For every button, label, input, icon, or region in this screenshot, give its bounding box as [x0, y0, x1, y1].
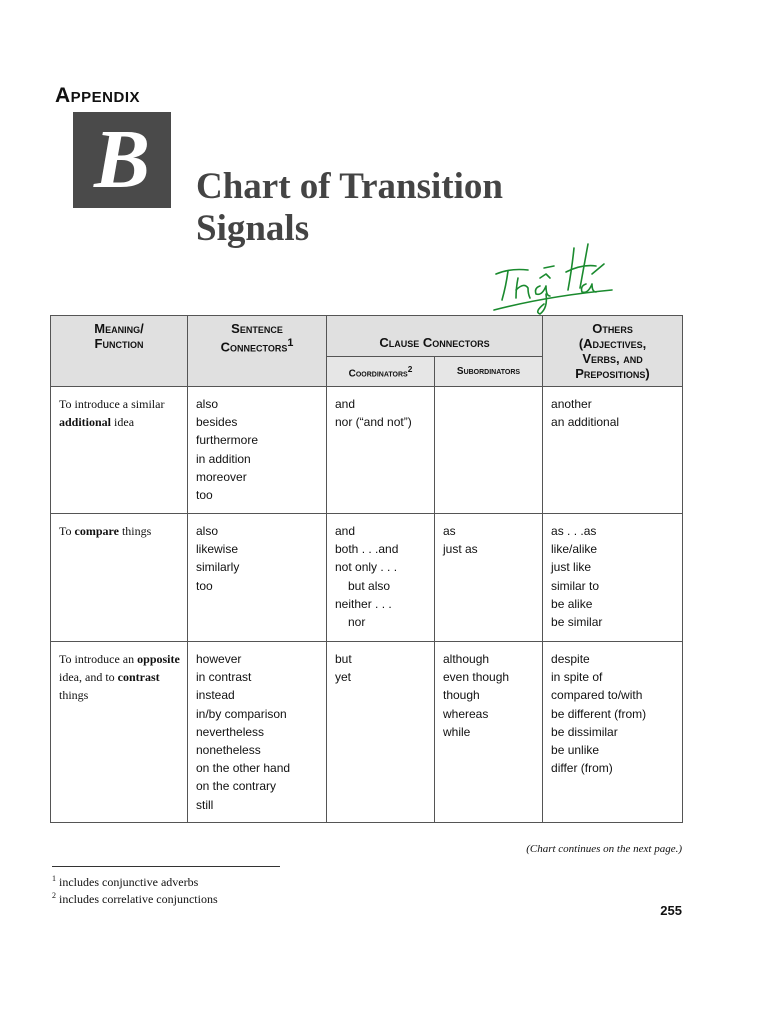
- list-item: be unlike: [551, 743, 600, 758]
- list-item: be dissimilar: [551, 724, 618, 739]
- list-item: differ (from): [551, 761, 613, 776]
- list-item: and: [335, 397, 356, 411]
- page-title-line2: Signals: [196, 208, 310, 249]
- list-item: though: [443, 688, 480, 703]
- others-cell: [543, 642, 683, 823]
- list-item: not only . . .: [335, 560, 398, 575]
- appendix-letter: B: [93, 113, 151, 206]
- meaning-text: idea, and to: [59, 670, 115, 685]
- list-item: just like: [551, 560, 592, 575]
- header-meaning-line2: Function: [94, 336, 144, 351]
- subordinators-list: [443, 522, 536, 558]
- coordinators-list: [335, 395, 428, 431]
- list-item: both . . .and: [335, 542, 399, 557]
- footnote-2: [52, 889, 218, 906]
- header-coordinators-label: Coordinators: [348, 368, 408, 380]
- header-subordinators-label: Subordinators: [456, 366, 521, 378]
- list-item: whereas: [443, 706, 489, 721]
- transition-signals-table: [50, 315, 683, 823]
- footnote-ref-1: 1: [287, 337, 294, 349]
- header-others: [543, 316, 683, 387]
- page-number: 255: [660, 903, 682, 918]
- others-list: [551, 522, 676, 631]
- table-row: [51, 642, 683, 823]
- list-item: too: [196, 488, 213, 503]
- list-item: another: [551, 397, 592, 411]
- others-list: [551, 395, 676, 431]
- list-item: instead: [196, 688, 235, 703]
- others-list: [551, 650, 676, 777]
- appendix-label: Appendix: [55, 84, 141, 107]
- list-item: even though: [443, 670, 510, 685]
- list-item: in spite of: [551, 670, 603, 685]
- list-item: be different (from): [551, 706, 647, 721]
- meaning-keyword: compare: [74, 524, 119, 538]
- list-item: nevertheless: [196, 724, 265, 739]
- list-item: still: [196, 797, 214, 812]
- list-item: besides: [196, 415, 238, 430]
- list-item: yet: [335, 670, 352, 685]
- handwritten-signature: [488, 238, 618, 318]
- list-item: nonetheless: [196, 743, 261, 758]
- others-cell: [543, 514, 683, 642]
- list-item: just as: [443, 542, 478, 557]
- coordinators-cell: [327, 642, 435, 823]
- list-item: in addition: [196, 451, 251, 466]
- list-item: however: [196, 652, 242, 666]
- coordinators-cell: [327, 514, 435, 642]
- list-item: and: [335, 524, 356, 538]
- meaning-cell: [51, 642, 188, 823]
- footnote-1: [52, 872, 218, 889]
- footnote-text: includes correlative conjunctions: [59, 892, 218, 906]
- header-others-line1: Others: [592, 321, 633, 336]
- list-item: in/by comparison: [196, 706, 287, 721]
- meaning-text: To introduce an: [59, 652, 135, 666]
- list-item: similar to: [551, 578, 600, 593]
- list-item: compared to/with: [551, 688, 643, 703]
- list-item: while: [443, 724, 471, 739]
- list-item: on the contrary: [196, 779, 277, 794]
- list-item: be alike: [551, 596, 593, 611]
- list-item: too: [196, 578, 213, 593]
- list-item: be similar: [551, 615, 603, 630]
- header-sentence-connectors: [188, 316, 327, 387]
- chart-continues-note: (Chart continues on the next page.): [526, 843, 682, 855]
- header-coordinators: [327, 357, 435, 387]
- header-clause-label: Clause Connectors: [379, 335, 490, 351]
- header-sentence-line2-wrap: [192, 336, 322, 354]
- list-item: although: [443, 652, 490, 666]
- sentence-connectors-list: [196, 522, 320, 595]
- list-item: in contrast: [196, 670, 252, 685]
- list-item: but also: [348, 578, 391, 593]
- list-item: also: [196, 397, 219, 411]
- appendix-letter-box: [73, 112, 171, 208]
- subordinators-cell: [435, 642, 543, 823]
- header-others-line4: Prepositions): [575, 366, 650, 381]
- meaning-text: To: [59, 524, 72, 538]
- meaning-text: To introduce a similar: [59, 397, 165, 411]
- meaning-text: things: [59, 688, 89, 703]
- footnote-ref-2: 2: [407, 363, 413, 374]
- sentence-connectors-cell: [188, 514, 327, 642]
- list-item: nor (“and not”): [335, 415, 412, 430]
- table-row: [51, 514, 683, 642]
- list-item: as . . .as: [551, 524, 597, 538]
- header-others-line2: (Adjectives,: [578, 336, 647, 351]
- header-meaning-line1: Meaning/: [94, 321, 144, 336]
- header-subordinators: [435, 357, 543, 387]
- coordinators-cell: [327, 387, 435, 514]
- header-meaning: [51, 316, 188, 387]
- list-item: also: [196, 524, 219, 538]
- sentence-connectors-list: [196, 650, 320, 814]
- subordinators-cell: [435, 514, 543, 642]
- header-clause-connectors: [327, 316, 543, 357]
- meaning-text: idea: [114, 415, 135, 430]
- page-title-line1: Chart of Transition: [196, 166, 503, 207]
- list-item: on the other hand: [196, 761, 291, 776]
- sentence-connectors-cell: [188, 387, 327, 514]
- table-row: [51, 387, 683, 514]
- meaning-keyword: additional: [59, 415, 112, 430]
- list-item: as: [443, 524, 456, 538]
- sentence-connectors-cell: [188, 642, 327, 823]
- list-item: furthermore: [196, 433, 259, 448]
- meaning-keyword: contrast: [117, 670, 160, 685]
- footnote-num: 1: [52, 874, 56, 883]
- footnote-num: 2: [52, 891, 56, 900]
- meaning-cell: [51, 387, 188, 514]
- list-item: an additional: [551, 415, 620, 430]
- list-item: neither . . .: [335, 596, 392, 611]
- sentence-connectors-list: [196, 395, 320, 504]
- list-item: despite: [551, 652, 590, 666]
- meaning-keyword: opposite: [137, 652, 180, 666]
- list-item: like/alike: [551, 542, 598, 557]
- coordinators-list: [335, 650, 428, 686]
- list-item: but: [335, 652, 352, 666]
- subordinators-list: [443, 650, 536, 741]
- header-sentence-line1: Sentence: [231, 321, 283, 336]
- others-cell: [543, 387, 683, 514]
- list-item: similarly: [196, 560, 240, 575]
- header-others-line3: Verbs, and: [582, 351, 643, 366]
- list-item: nor: [348, 615, 366, 630]
- meaning-cell: [51, 514, 188, 642]
- footnote-divider: [52, 866, 280, 867]
- list-item: moreover: [196, 469, 247, 484]
- meaning-text: things: [121, 524, 152, 538]
- footnotes: [52, 872, 218, 906]
- coordinators-list: [335, 522, 428, 631]
- header-sentence-line2: Connectors: [220, 339, 288, 355]
- footnote-text: includes conjunctive adverbs: [59, 875, 199, 889]
- subordinators-cell: [435, 387, 543, 514]
- list-item: likewise: [196, 542, 239, 557]
